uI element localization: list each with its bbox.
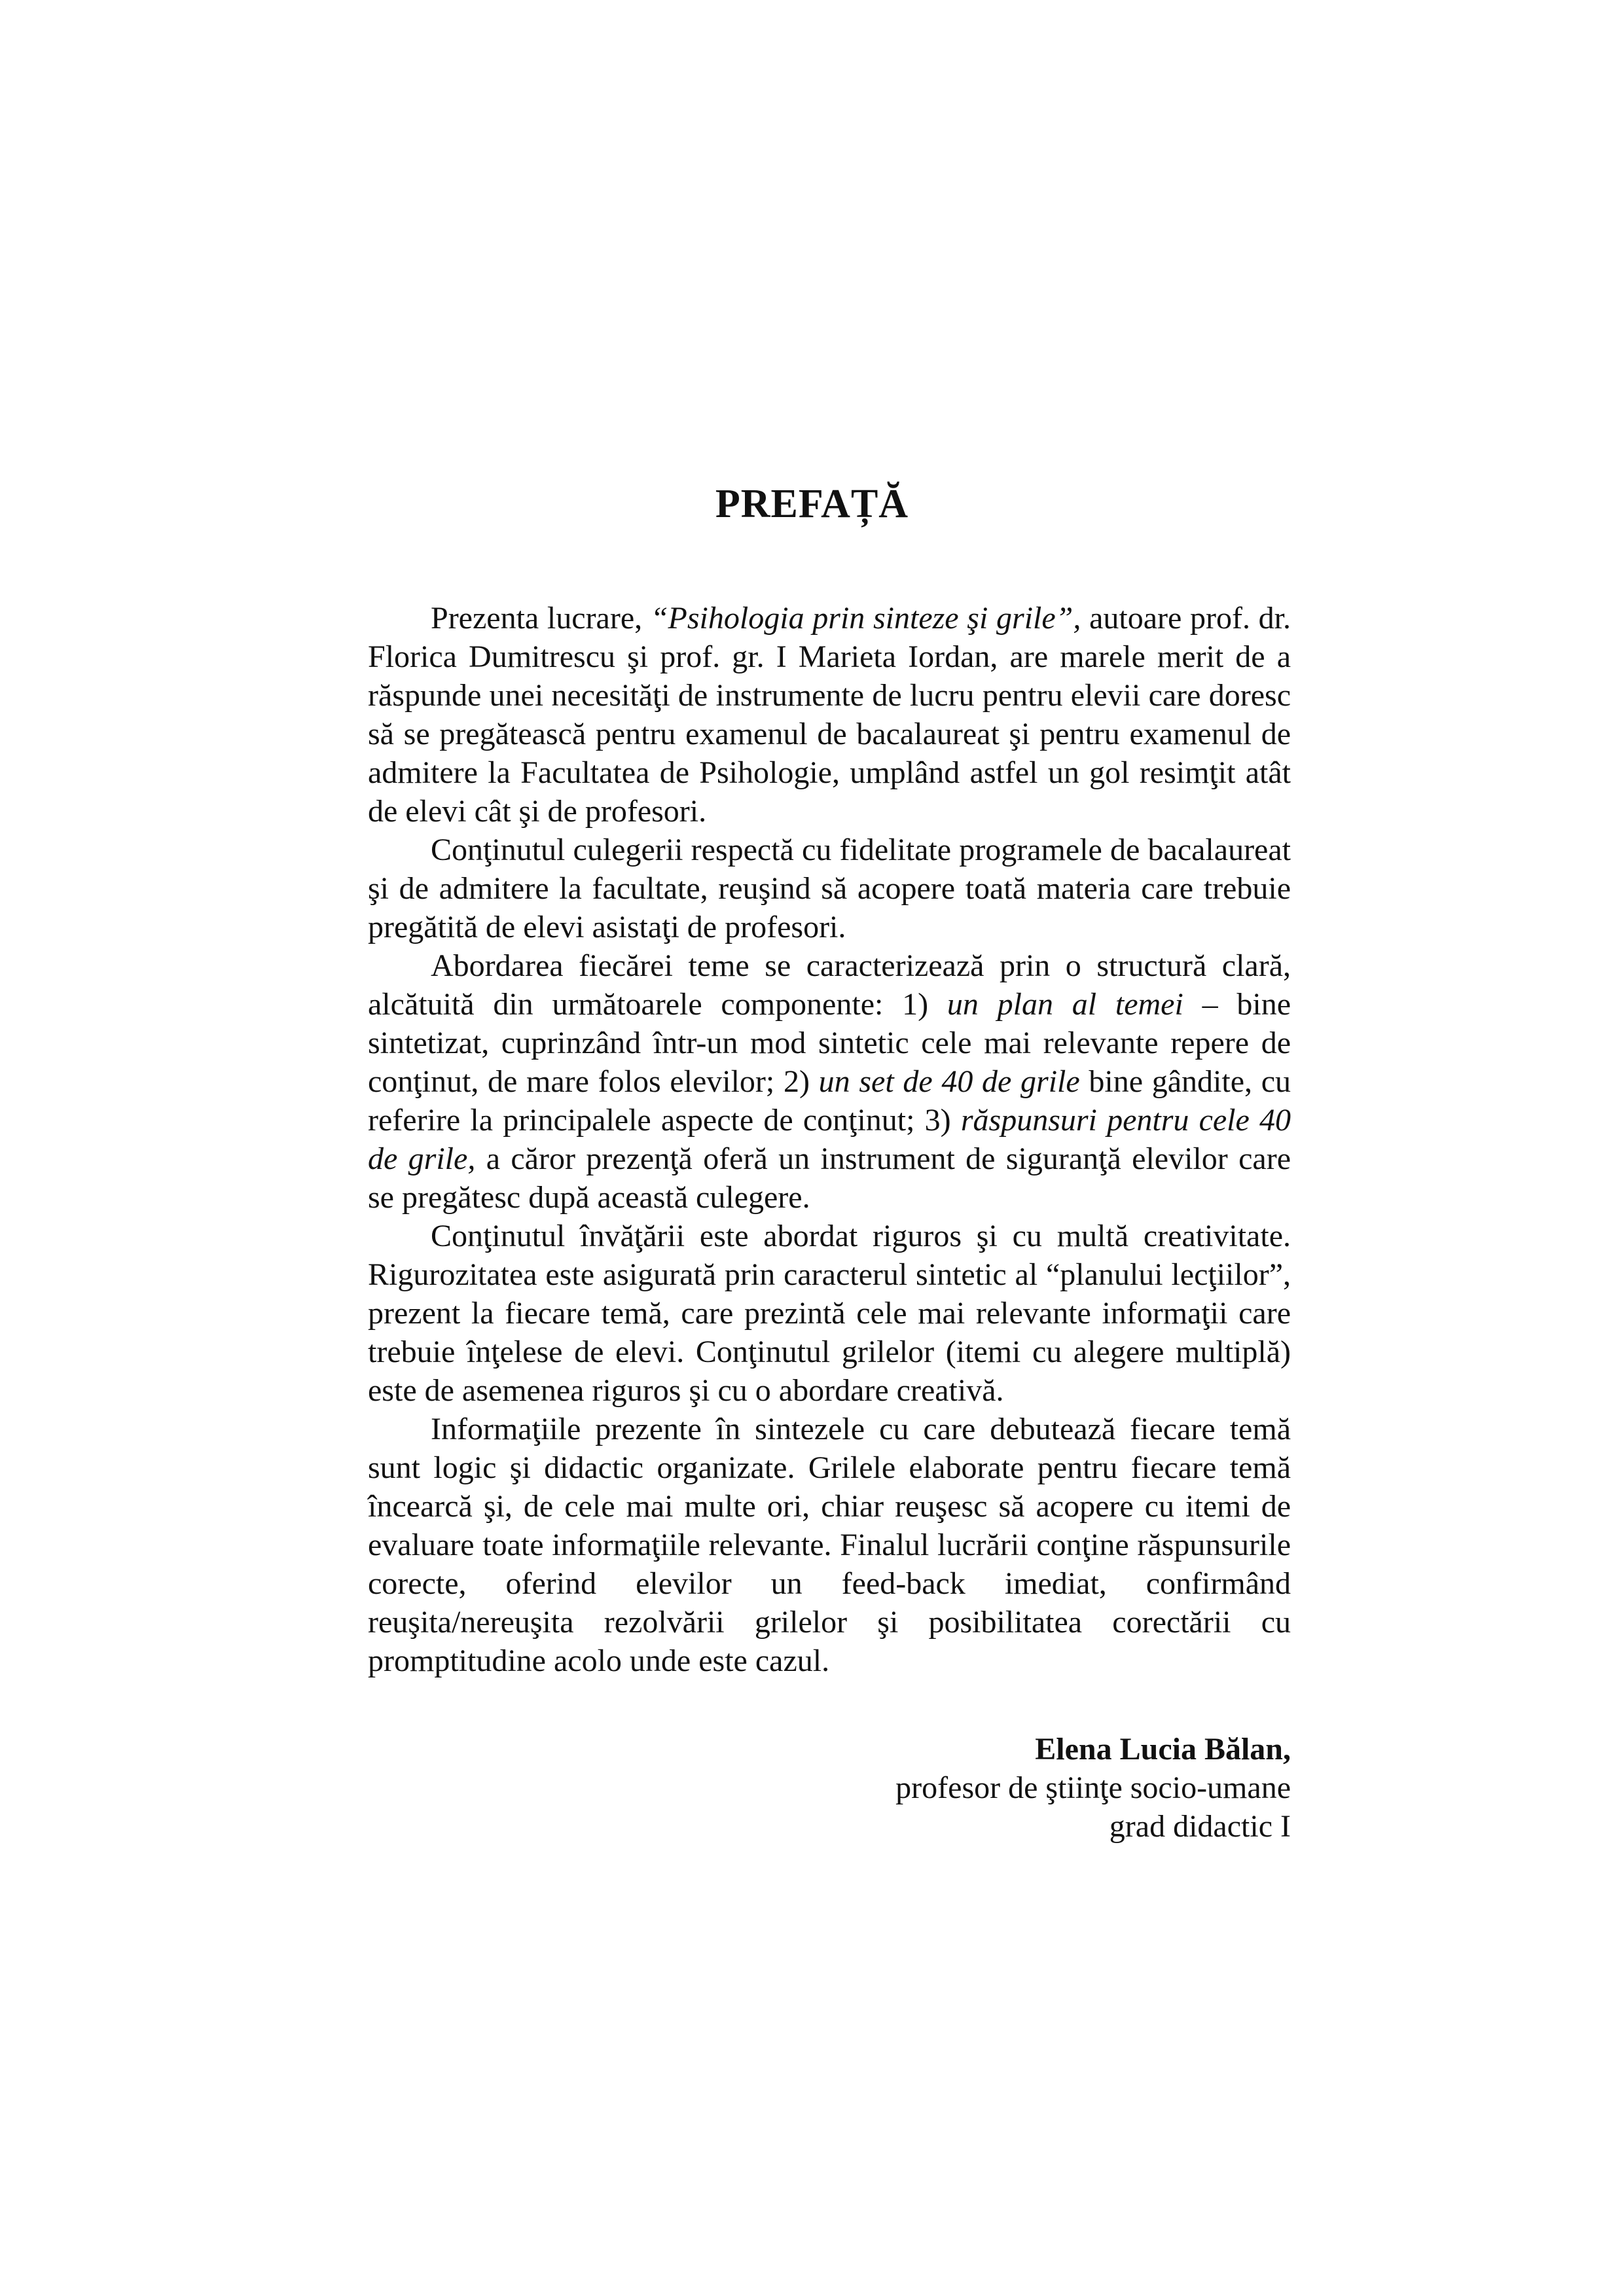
italic-phrase: un set de 40 de grile <box>818 1064 1080 1099</box>
italic-phrase: un plan al temei <box>947 987 1183 1022</box>
italic-phrase: răspunsuri pentru cele 40 de grile, <box>368 1103 1291 1176</box>
text-run: bine gândite, cu referire la principalele aspecte de conţinut; 3) <box>368 1064 1291 1138</box>
paragraph <box>368 946 1291 1217</box>
paragraph <box>368 1410 1291 1680</box>
paragraph <box>368 599 1291 831</box>
text-run: Conţinutul învăţării este abordat riguros şi cu multă creativitate. Rigurozitatea este asigurată prin caracterul sintetic al “planului lecţiilor”, prezent la fiecare temă, care prezintă cele mai relevante informaţii care trebuie înţelese de elevi. Conţinutul grilelor (itemi cu alegere multiplă) este de asemenea riguros şi cu o abordare creativă. <box>368 1219 1291 1408</box>
text-run: autoare prof. dr. Florica Dumitrescu şi prof. gr. I Marieta Iordan, are marele merit de a răspunde unei necesităţi de instrumente de lucru pentru elevii care doresc să se pregătească pentru examenul de bacalaureat şi pentru examenul de admitere la Facultatea de Psihologie, umplând astfel un gol resimţit atât de elevi cât şi de profesori. <box>368 601 1291 829</box>
italic-phrase: “Psihologia prin sinteze şi grile”, <box>650 601 1081 636</box>
text-run: Conţinutul culegerii respectă cu fidelitate programele de bacalaureat şi de admitere la facultate, reuşind să acopere toată materia care trebuie pregătită de elevi asistaţi de profesori. <box>368 833 1291 944</box>
signature-grade: grad didactic I <box>1109 1809 1291 1844</box>
text-run: Prezenta lucrare, <box>431 601 651 636</box>
text-run: a căror prezenţă oferă un instrument de siguranţă elevilor care se pregătesc după această culegere. <box>368 1141 1291 1215</box>
page-title: PREFAȚĂ <box>715 482 909 526</box>
paragraph <box>368 831 1291 946</box>
signature-role: profesor de ştiinţe socio-umane <box>895 1770 1291 1805</box>
paragraph <box>368 1217 1291 1410</box>
body-text <box>368 599 1291 1680</box>
text-run: Informaţiile prezente în sintezele cu care debutează fiecare temă sunt logic şi didactic organizate. Grilele elaborate pentru fiecare temă încearcă şi, de cele mai multe ori, chiar reuşesc să acopere cu itemi de evaluare toate informaţiile relevante. Finalul lucrării conţine răspunsurile corecte, oferind elevilor un feed-back imediat, confirmând reuşita/nereuşita rezolvării grilelor şi posibilitatea corectării cu promptitudine acolo unde este cazul. <box>368 1412 1291 1678</box>
signature-name: Elena Lucia Bălan, <box>1035 1732 1291 1767</box>
text-run: Abordarea fiecărei teme se caracterizează prin o structură clară, alcătuită din următoarele componente: 1) <box>368 948 1291 1022</box>
signature-block <box>720 1730 1291 1846</box>
text-run: – bine sintetizat, cuprinzând într-un mod sintetic cele mai relevante repere de conţinut, de mare folos elevilor; 2) <box>368 987 1291 1099</box>
